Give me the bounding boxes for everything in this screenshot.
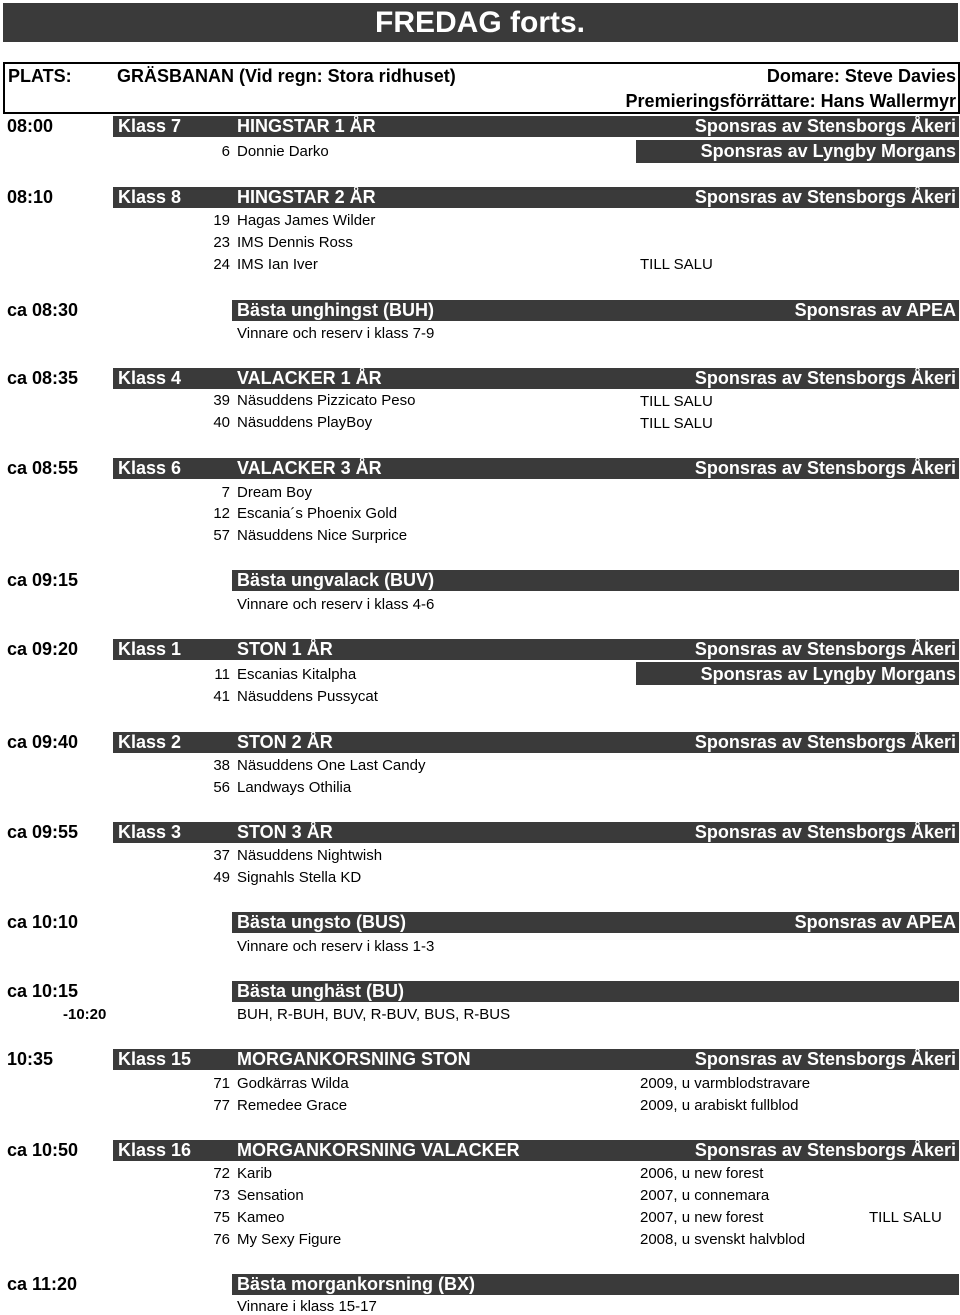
class-label: Klass 15 <box>118 1049 192 1069</box>
entry-name: IMS Ian Iver <box>237 256 318 273</box>
sponsor-text: Sponsras av APEA <box>794 300 956 320</box>
section-time: ca 10:15 <box>7 981 79 1001</box>
class-title: STON 1 ÅR <box>237 639 333 659</box>
class-label: Klass 7 <box>118 116 182 136</box>
entry-number: 39 <box>213 392 230 409</box>
section-time: ca 08:55 <box>7 458 79 478</box>
sponsor-text: Sponsras av Stensborgs Åkeri <box>694 116 956 136</box>
entry-number: 12 <box>213 505 230 522</box>
sponsor-text-2: Sponsras av Lyngby Morgans <box>700 664 956 684</box>
class-title: MORGANKORSNING VALACKER <box>237 1140 520 1160</box>
entry-name: Remedee Grace <box>237 1097 348 1114</box>
entry-name: Karib <box>237 1165 273 1182</box>
for-sale-note: TILL SALU <box>869 1209 942 1226</box>
sponsor-text-2: Sponsras av Lyngby Morgans <box>700 141 956 161</box>
for-sale-note: TILL SALU <box>640 256 713 273</box>
entry-name: Näsuddens Nightwish <box>237 847 383 864</box>
entry-name: Näsuddens Nice Surprice <box>237 527 408 544</box>
section-time: ca 10:10 <box>7 912 79 932</box>
entry-number: 24 <box>213 256 230 273</box>
entry-number: 38 <box>213 757 230 774</box>
entry-name: Näsuddens One Last Candy <box>237 757 426 774</box>
entry-number: 77 <box>213 1097 230 1114</box>
class-label: Klass 2 <box>118 732 182 752</box>
section-time: 08:00 <box>7 116 54 136</box>
entry-number: 19 <box>213 212 230 229</box>
award-description: Vinnare och reserv i klass 7-9 <box>237 325 435 342</box>
class-label: Klass 3 <box>118 822 182 842</box>
venue-text: GRÄSBANAN (Vid regn: Stora ridhuset) <box>117 66 456 86</box>
entry-info: 2009, u arabiskt fullblod <box>640 1097 799 1114</box>
sponsor-text: Sponsras av Stensborgs Åkeri <box>694 368 956 388</box>
entry-name: Godkärras Wilda <box>237 1075 349 1092</box>
entry-number: 73 <box>213 1187 230 1204</box>
entry-info: 2006, u new forest <box>640 1165 764 1182</box>
class-title: HINGSTAR 1 ÅR <box>237 116 376 136</box>
entry-number: 7 <box>221 484 230 501</box>
entry-name: Hagas James Wilder <box>237 212 376 229</box>
entry-name: Donnie Darko <box>237 143 329 160</box>
entry-number: 75 <box>213 1209 230 1226</box>
award-description: Vinnare i klass 15-17 <box>237 1298 377 1315</box>
section-time: ca 09:15 <box>7 570 79 590</box>
plats-label: PLATS: <box>8 66 72 86</box>
sponsor-text: Sponsras av Stensborgs Åkeri <box>694 822 956 842</box>
class-label: Klass 4 <box>118 368 182 388</box>
entry-name: Näsuddens Pussycat <box>237 688 378 705</box>
award-description: Vinnare och reserv i klass 1-3 <box>237 938 435 955</box>
entry-name: Näsuddens PlayBoy <box>237 414 373 431</box>
page-title: FREDAG forts. <box>375 6 585 39</box>
entry-name: Escanias Kitalpha <box>237 666 357 683</box>
entry-number: 41 <box>213 688 230 705</box>
section-time: 10:35 <box>7 1049 54 1069</box>
entry-number: 23 <box>213 234 230 251</box>
entry-info: 2007, u new forest <box>640 1209 764 1226</box>
class-title: HINGSTAR 2 ÅR <box>237 187 376 207</box>
entry-name: IMS Dennis Ross <box>237 234 353 251</box>
section-time: ca 08:35 <box>7 368 79 388</box>
entry-number: 72 <box>213 1165 230 1182</box>
for-sale-note: TILL SALU <box>640 415 713 432</box>
sponsor-text: Sponsras av APEA <box>794 912 956 932</box>
entry-number: 6 <box>221 143 230 160</box>
class-title: Bästa ungsto (BUS) <box>237 912 407 932</box>
sponsor-text: Sponsras av Stensborgs Åkeri <box>694 1049 956 1069</box>
class-title: Bästa unghäst (BU) <box>237 981 405 1001</box>
entry-number: 71 <box>213 1075 230 1092</box>
class-title: STON 3 ÅR <box>237 822 333 842</box>
class-title: Bästa ungvalack (BUV) <box>237 570 435 590</box>
entry-name: Signahls Stella KD <box>237 869 362 886</box>
class-title: MORGANKORSNING STON <box>237 1049 471 1069</box>
entry-info: 2008, u svenskt halvblod <box>640 1231 806 1248</box>
section-time: ca 09:55 <box>7 822 79 842</box>
entry-number: 37 <box>213 847 230 864</box>
class-title: VALACKER 1 ÅR <box>237 368 382 388</box>
entry-name: Dream Boy <box>237 484 313 501</box>
entry-number: 49 <box>213 869 230 886</box>
section-time: ca 09:40 <box>7 732 79 752</box>
judge-text: Domare: Steve Davies <box>766 66 956 86</box>
sponsor-text: Sponsras av Stensborgs Åkeri <box>694 639 956 659</box>
class-title: Bästa unghingst (BUH) <box>237 300 434 320</box>
class-title: VALACKER 3 ÅR <box>237 458 382 478</box>
sponsor-text: Sponsras av Stensborgs Åkeri <box>694 732 956 752</box>
class-label: Klass 16 <box>118 1140 192 1160</box>
sponsor-text: Sponsras av Stensborgs Åkeri <box>694 458 956 478</box>
entry-name: My Sexy Figure <box>237 1231 342 1248</box>
award-description: BUH, R-BUH, BUV, R-BUV, BUS, R-BUS <box>237 1006 511 1023</box>
class-label: Klass 8 <box>118 187 182 207</box>
section-time-end: -10:20 <box>63 1006 107 1023</box>
section-time: ca 10:50 <box>7 1140 79 1160</box>
class-label: Klass 1 <box>118 639 182 659</box>
sponsor-text: Sponsras av Stensborgs Åkeri <box>694 187 956 207</box>
award-description: Vinnare och reserv i klass 4-6 <box>237 596 435 613</box>
section-time: 08:10 <box>7 187 54 207</box>
for-sale-note: TILL SALU <box>640 393 713 410</box>
entry-number: 76 <box>213 1231 230 1248</box>
ceremony-text: Premieringsförrättare: Hans Wallermyr <box>625 91 956 111</box>
class-label: Klass 6 <box>118 458 182 478</box>
class-title: Bästa morgankorsning (BX) <box>237 1274 476 1294</box>
section-time: ca 11:20 <box>7 1274 78 1294</box>
section-time: ca 08:30 <box>7 300 79 320</box>
entry-info: 2009, u varmblodstravare <box>640 1075 811 1092</box>
entry-number: 57 <box>213 527 230 544</box>
entry-number: 11 <box>214 666 230 683</box>
entry-number: 40 <box>213 414 230 431</box>
entry-name: Sensation <box>237 1187 304 1204</box>
entry-info: 2007, u connemara <box>640 1187 770 1204</box>
class-title: STON 2 ÅR <box>237 732 333 752</box>
entry-name: Näsuddens Pizzicato Peso <box>237 392 416 409</box>
entry-name: Escania´s Phoenix Gold <box>237 505 398 522</box>
entry-name: Kameo <box>237 1209 285 1226</box>
entry-number: 56 <box>213 779 230 796</box>
entry-name: Landways Othilia <box>237 779 352 796</box>
section-time: ca 09:20 <box>7 639 79 659</box>
sponsor-text: Sponsras av Stensborgs Åkeri <box>694 1140 956 1160</box>
